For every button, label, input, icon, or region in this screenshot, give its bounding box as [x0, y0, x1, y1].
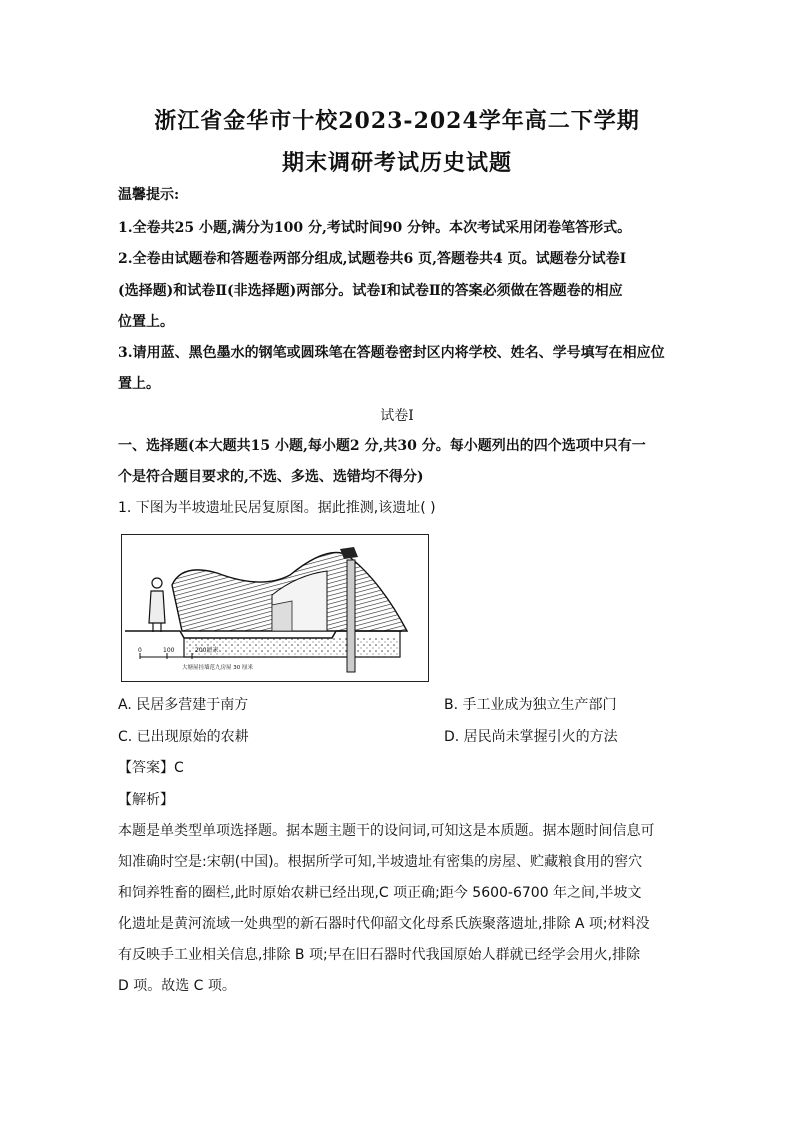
analysis-line-2: 知准确时空是:宋朝(中国)。根据所学可知,半坡遗址有密集的房屋、贮藏粮食用的窖穴	[118, 854, 643, 870]
notice-item-3-line-2: 置上。	[118, 376, 160, 392]
analysis-heading: 【解析】	[118, 792, 174, 808]
paper-label: 试卷Ⅰ	[380, 408, 414, 424]
notice-item-3-line-1: 3.请用蓝、黑色墨水的钢笔或圆珠笔在答题卷密封区内将学校、姓名、学号填写在相应位	[118, 345, 665, 361]
answer-label: 【答案】C	[118, 760, 184, 776]
option-d: D. 居民尚未掌握引火的方法	[444, 729, 618, 745]
section-intro-line-2: 个是符合题目要求的,不选、多选、选错均不得分)	[118, 469, 424, 485]
analysis-line-1: 本题是单类型单项选择题。据本题主题干的设问词,可知这是本质题。据本题时间信息可	[118, 823, 655, 839]
option-a: A. 民居多营建于南方	[118, 697, 249, 713]
question-1-stem: 1. 下图为半坡遗址民居复原图。据此推测,该遗址( )	[118, 500, 436, 516]
notice-item-2-line-2: (选择题)和试卷Ⅱ(非选择题)两部分。试卷Ⅰ和试卷Ⅱ的答案必须做在答题卷的相应	[118, 283, 623, 299]
section-intro-line-1: 一、选择题(本大题共15 小题,每小题2 分,共30 分。每小题列出的四个选项中只有一	[118, 438, 646, 454]
page-title-line-2: 期末调研考试历史试题	[281, 150, 512, 176]
scale-label-100: 100	[163, 647, 175, 654]
notice-item-2-line-1: 2.全卷由试题卷和答题卷两部分组成,试题卷共6 页,答题卷共4 页。试题卷分试卷Ⅰ	[118, 251, 627, 267]
analysis-line-5: 有反映手工业相关信息,排除 B 项;早在旧石器时代我国原始人群就已经学会用火,排除	[118, 947, 641, 963]
analysis-line-4: 化遗址是黄河流域一处典型的新石器时代仰韶文化母系氏族聚落遗址,排除 A 项;材料没	[118, 916, 650, 932]
banpo-dwelling-illustration	[122, 535, 427, 680]
notice-item-2-line-3: 位置上。	[118, 314, 174, 330]
figure-caption: 大塘屋挂墙范九房屋 30 厘米	[182, 665, 253, 671]
scale-label-200: 200厘米	[195, 647, 219, 654]
scale-label-0: 0	[138, 647, 142, 654]
option-c: C. 已出现原始的农耕	[118, 729, 249, 745]
notice-item-1: 1.全卷共25 小题,满分为100 分,考试时间90 分钟。本次考试采用闭卷笔答形式。	[118, 220, 632, 236]
notice-heading: 温馨提示:	[118, 187, 180, 203]
person-figure	[149, 578, 165, 632]
banpo-dwelling-figure	[121, 534, 429, 682]
page-title-line-1: 浙江省金华市十校2023-2024学年高二下学期	[154, 108, 640, 134]
analysis-line-3: 和饲养牲畜的圈栏,此时原始农耕已经出现,C 项正确;距今 5600-6700 年之间,半坡文	[118, 885, 642, 901]
option-b: B. 手工业成为独立生产部门	[444, 697, 617, 713]
analysis-line-6: D 项。故选 C 项。	[118, 978, 236, 994]
